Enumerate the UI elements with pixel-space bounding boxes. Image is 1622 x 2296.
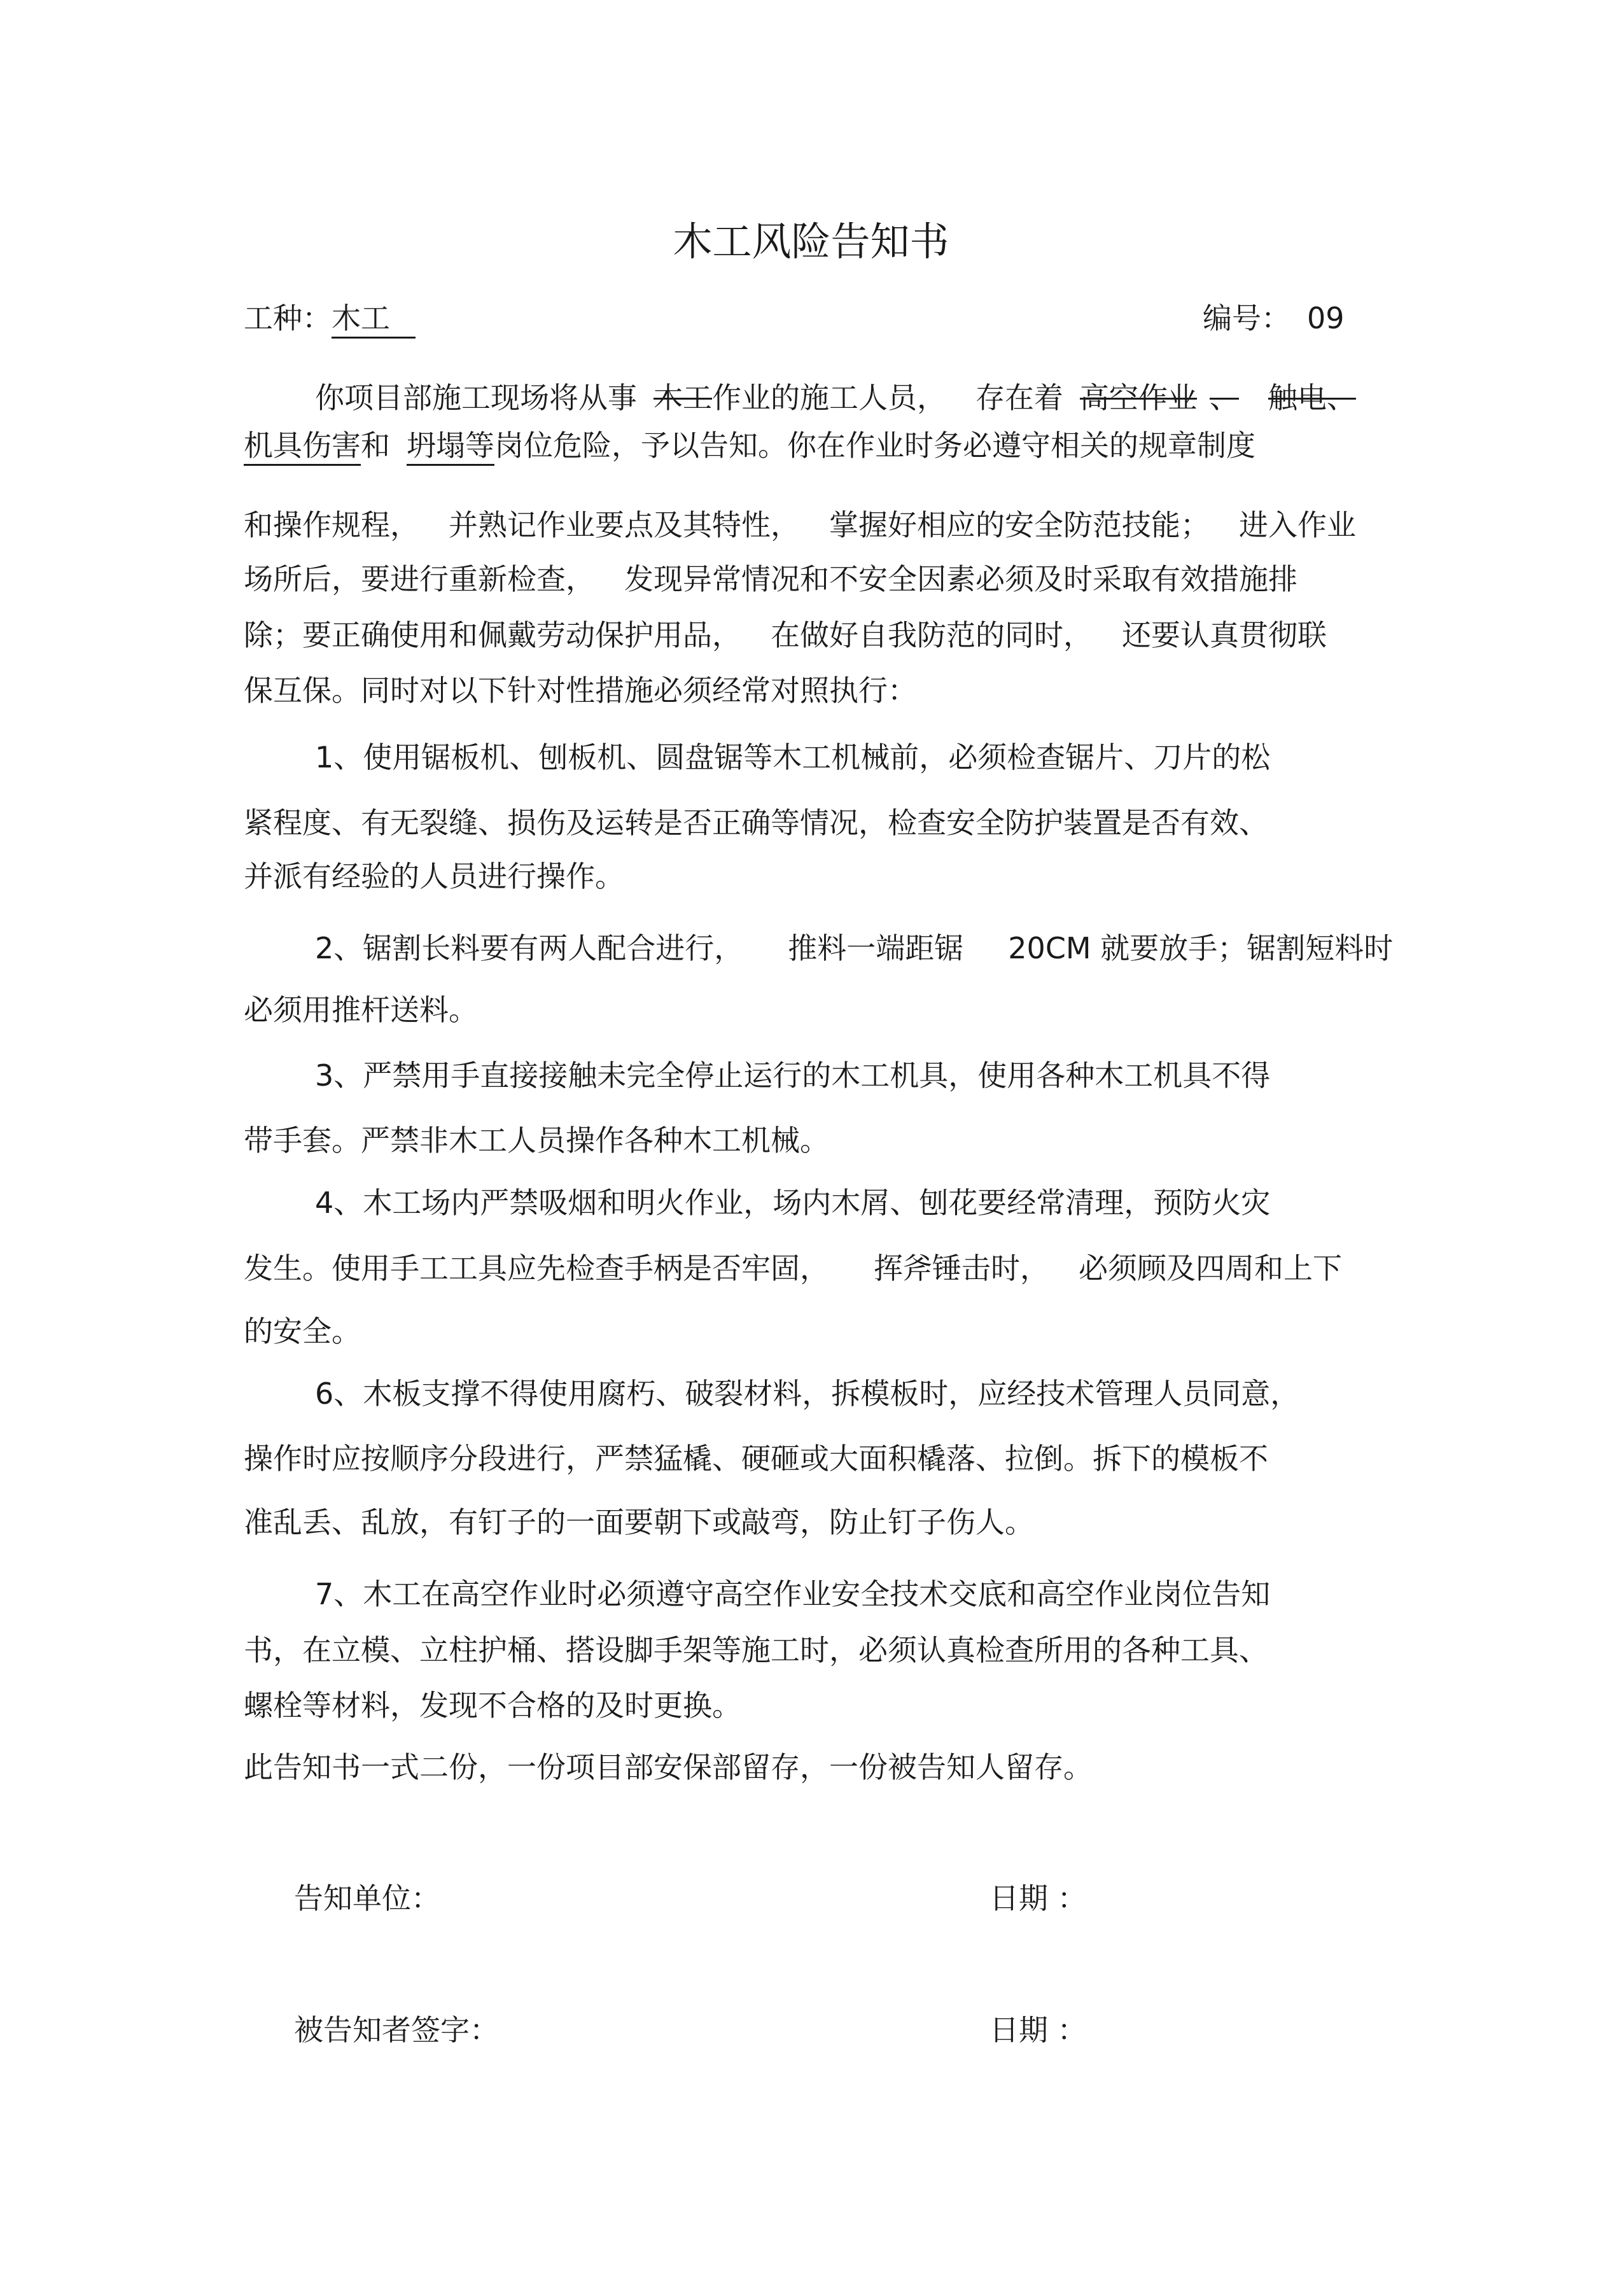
item-2-line-1: 2、锯割长料要有两人配合进行， 推料一端距锯 20CM 就要放手；锯割短料时 (315, 931, 1394, 965)
item-1-line-3: 并派有经验的人员进行操作。 (244, 859, 624, 893)
document-title: 木工风险告知书 (673, 218, 949, 265)
item-3-line-2: 带手套。严禁非木工人员操作各种木工机械。 (244, 1123, 829, 1158)
item-7-line-1: 7、木工在高空作业时必须遵守高空作业安全技术交底和高空作业岗位告知 (315, 1577, 1271, 1611)
intro-line-1: 你项目部施工现场将从事 木工作业的施工人员， 存在着 高空作业 、 触电、 (315, 381, 1356, 415)
intro-line-4: 场所后，要进行重新检查， 发现异常情况和不安全因素必须及时采取有效措施排 (244, 562, 1297, 596)
date-label-1: 日期 ： (989, 1881, 1087, 1915)
date-label-2: 日期 ： (989, 2013, 1087, 2047)
number-value: 09 (1307, 301, 1345, 335)
intro-line-6: 保互保。同时对以下针对性措施必须经常对照执行： (244, 673, 917, 708)
item-6-line-3: 准乱丢、乱放，有钉子的一面要朝下或敲弯，防止钉子伤人。 (244, 1505, 1034, 1539)
underline-hazard-4: 坍塌等 (407, 428, 494, 466)
item-4-line-1: 4、木工场内严禁吸烟和明火作业，场内木屑、刨花要经常清理，预防火灾 (315, 1186, 1271, 1220)
strike-trade: 木工 (654, 381, 712, 415)
signer-label: 被告知者签字： (294, 2013, 499, 2047)
notifying-unit-label: 告知单位： (294, 1881, 440, 1915)
item-6-line-2: 操作时应按顺序分段进行，严禁猛橇、硬砸或大面积橇落、拉倒。拆下的模板不 (244, 1441, 1268, 1476)
strike-hazard-1: 高空作业 (1080, 381, 1197, 415)
item-1-line-1: 1、使用锯板机、刨板机、圆盘锯等木工机械前，必须检查锯片、刀片的松 (315, 740, 1271, 774)
item-1-line-2: 紧程度、有无裂缝、损伤及运转是否正确等情况，检查安全防护装置是否有效、 (244, 806, 1268, 840)
item-4-line-3: 的安全。 (244, 1314, 361, 1348)
item-4-line-2: 发生。使用手工工具应先检查手柄是否牢固， 挥斧锤击时， 必须顾及四周和上下 (244, 1251, 1342, 1285)
intro-line-2: 机具伤害和 坍塌等岗位危险，予以告知。你在作业时务必遵守相关的规章制度 (244, 423, 1255, 468)
trade-row (244, 296, 416, 340)
intro-line-3: 和操作规程， 并熟记作业要点及其特性， 掌握好相应的安全防范技能； 进入作业 (244, 508, 1356, 542)
strike-hazard-2: 触电、 (1268, 381, 1356, 415)
number-row (1203, 296, 1345, 340)
item-7-line-3: 螺栓等材料，发现不合格的及时更换。 (244, 1688, 741, 1723)
trade-label: 工种： (244, 301, 332, 335)
closing-statement: 此告知书一式二份，一份项目部安保部留存，一份被告知人留存。 (244, 1750, 1093, 1784)
item-3-line-1: 3、严禁用手直接接触未完全停止运行的木工机具，使用各种木工机具不得 (315, 1058, 1271, 1093)
item-6-line-1: 6、木板支撑不得使用腐朽、破裂材料，拆模板时，应经技术管理人员同意， (315, 1376, 1300, 1411)
item-7-line-2: 书，在立模、立柱护桶、搭设脚手架等施工时，必须认真检查所用的各种工具、 (244, 1633, 1268, 1667)
number-label: 编号： (1203, 301, 1290, 335)
intro-line-5: 除；要正确使用和佩戴劳动保护用品， 在做好自我防范的同时， 还要认真贯彻联 (244, 618, 1327, 652)
item-2-line-2: 必须用推杆送料。 (244, 993, 478, 1027)
underline-hazard-3: 机具伤害 (244, 428, 361, 466)
trade-value: 木工 (332, 301, 416, 339)
